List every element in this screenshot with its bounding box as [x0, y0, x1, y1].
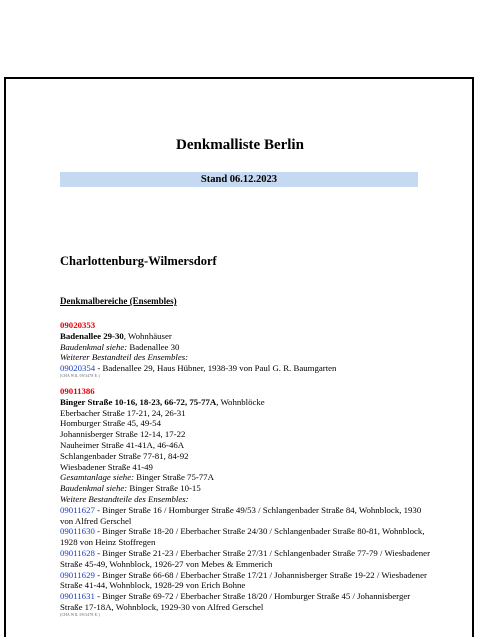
sub-entry	[60, 570, 430, 592]
weitere-label: Weitere Bestandteile des Ensembles:	[60, 493, 189, 504]
sub-entry-id: 09011629	[60, 569, 95, 580]
baudenkmal-ref	[60, 342, 430, 353]
section-heading: Denkmalbereiche (Ensembles)	[60, 296, 177, 306]
sub-entry-id: 09011631	[60, 591, 95, 602]
baudenkmal-label: Baudenkmal siehe:	[60, 341, 128, 352]
address-line: Schlangenbader Straße 77-81, 84-92	[60, 450, 189, 461]
weiterer-label: Weiterer Bestandteil des Ensembles:	[60, 352, 189, 363]
sub-entry-text: - Badenallee 29, Haus Hübner, 1938-39 von Paul G. R. Baumgarten	[95, 363, 337, 374]
address-line: Nauheimer Straße 41-41A, 46-46A	[60, 439, 185, 450]
entry-address: Binger Straße 10-16, 18-23, 66-72, 75-77A	[60, 396, 217, 407]
sub-entry-text: - Binger Straße 21-23 / Eberbacher Straße 27/31 / Schlangenbader Straße 77-79 / Wiesbadener Straße 45-49, Wohnblock, 1926-27 von Mebes & Emmerich	[60, 547, 430, 569]
sub-entry-text: - Binger Straße 69-72 / Eberbacher Straße 18/20 / Homburger Straße 45 / Johannisberger Straße 17-18A, Wohnblock, 1929-30 von Alfred Gerschel	[60, 591, 411, 612]
sub-entry-text: - Binger Straße 16 / Homburger Straße 49/53 / Schlangenbader Straße 84, Wohnblock, 1930 von Alfred Gerschel	[60, 504, 422, 526]
address-line: Homburger Straße 45, 49-54	[60, 418, 161, 429]
entry-address: Badenallee 29-30	[60, 330, 124, 341]
sub-entry-id: 09011627	[60, 504, 95, 515]
entry-id: 09011386	[60, 385, 95, 396]
address-line: Johannisberger Straße 12-14, 17-22	[60, 429, 186, 440]
entry-title	[60, 397, 430, 408]
sub-entry-id: 09020354	[60, 363, 96, 374]
entry-id: 09020353	[60, 320, 96, 330]
sub-entry-text: - Binger Straße 18-20 / Eberbacher Straße 24/30 / Schlangenbader Straße 80-81, Wohnblock, 1928 von Heinz Stoffregen	[60, 526, 425, 548]
sub-entry	[60, 591, 430, 613]
entry-title	[60, 331, 430, 342]
entry-type: , Wohnblöcke	[216, 396, 265, 407]
baudenkmal-value: Binger Straße 10-15	[127, 483, 201, 494]
address-line: Wiesbadener Straße 41-49	[60, 461, 153, 472]
sub-entry	[60, 363, 430, 374]
sub-entry-id: 09011628	[60, 547, 95, 558]
sub-entry	[60, 505, 430, 527]
entry-footnote: (CHA WIL 09/3478 E.)	[60, 612, 100, 617]
gesamtanlage-ref	[60, 472, 430, 483]
entry-footnote: (CHA WIL 09/3478 E.)	[60, 373, 100, 378]
address-line: Eberbacher Straße 17-21, 24, 26-31	[60, 407, 186, 418]
sub-entry-text: - Binger Straße 66-68 / Eberbacher Straße 17/21 / Johannisberger Straße 19-22 / Wiesbadener Straße 41-44, Wohnblock, 1928-29 von Erich Bohne	[60, 569, 427, 591]
sub-entry	[60, 548, 430, 570]
sub-entry-id: 09011630	[60, 526, 95, 537]
gesamtanlage-value: Binger Straße 75-77A	[134, 472, 214, 483]
baudenkmal-ref	[60, 483, 430, 494]
gesamtanlage-label: Gesamtanlage siehe:	[60, 472, 135, 483]
baudenkmal-value: Badenallee 30	[127, 341, 180, 352]
stand-date-bar: Stand 06.12.2023	[60, 172, 418, 187]
district-heading: Charlottenburg-Wilmersdorf	[60, 254, 217, 268]
entries	[60, 320, 430, 618]
document-title: Denkmalliste Berlin	[176, 137, 304, 153]
baudenkmal-label: Baudenkmal siehe:	[60, 483, 128, 494]
sub-entry	[60, 526, 430, 548]
entry-type: , Wohnhäuser	[123, 330, 172, 341]
